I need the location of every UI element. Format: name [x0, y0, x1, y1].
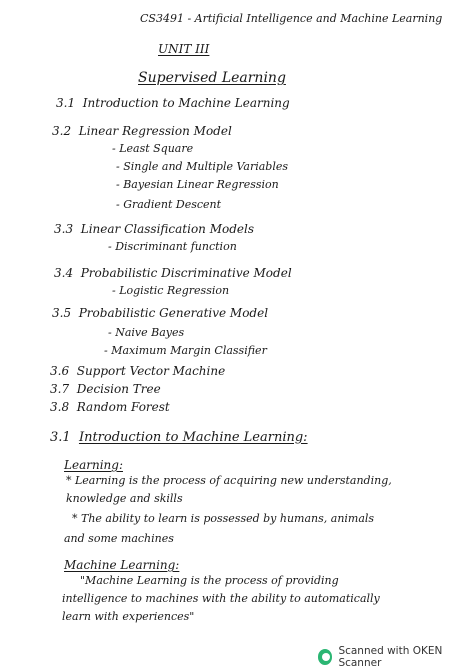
item-text: Decision Tree: [76, 382, 161, 396]
syllabus-item-3-6: [50, 364, 225, 378]
syllabus-item-3-4: [54, 266, 292, 280]
section-number: 3.1: [50, 430, 71, 445]
syllabus-subitem: - Gradient Descent: [116, 198, 222, 211]
syllabus-subitem: - Discriminant function: [108, 240, 237, 253]
syllabus-item-3-7: [50, 382, 161, 396]
item-text: Probabilistic Discriminative Model: [80, 266, 292, 280]
section-heading: [50, 430, 308, 445]
syllabus-item-3-2: [52, 124, 232, 138]
syllabus-item-3-1: [56, 96, 290, 110]
item-number: 3.4: [54, 266, 74, 280]
course-title: CS3491 - Artificial Intelligence and Machine Learning: [140, 12, 443, 25]
syllabus-subitem: - Maximum Margin Classifier: [104, 344, 267, 357]
item-number: 3.2: [52, 124, 72, 138]
learning-line: * The ability to learn is possessed by humans, animals: [72, 512, 375, 525]
syllabus-item-3-5: [52, 306, 268, 320]
syllabus-subitem: - Single and Multiple Variables: [116, 160, 289, 173]
learning-line: and some machines: [64, 532, 174, 545]
unit-heading: UNIT III: [158, 42, 210, 56]
syllabus-subitem: - Logistic Regression: [112, 284, 230, 297]
item-text: Probabilistic Generative Model: [78, 306, 269, 320]
scanner-label: Scanned with OKEN Scanner: [338, 645, 443, 669]
item-text: Linear Classification Models: [80, 222, 255, 236]
item-number: 3.3: [54, 222, 74, 236]
topic-heading: Supervised Learning: [138, 70, 286, 86]
syllabus-subitem: - Least Square: [112, 142, 194, 155]
learning-heading: Learning:: [64, 458, 123, 472]
item-text: Support Vector Machine: [76, 364, 226, 378]
ml-heading: Machine Learning:: [64, 558, 180, 572]
ml-definition-line: intelligence to machines with the ability to automatically: [62, 592, 380, 605]
item-text: Introduction to Machine Learning: [82, 96, 290, 110]
syllabus-subitem: - Naive Bayes: [108, 326, 185, 339]
learning-line: * Learning is the process of acquiring new understanding,: [66, 474, 392, 487]
item-number: 3.1: [56, 96, 76, 110]
syllabus-subitem: - Bayesian Linear Regression: [116, 178, 279, 191]
ml-definition-line: learn with experiences": [62, 610, 195, 623]
syllabus-item-3-8: [50, 400, 170, 414]
ml-definition-line: "Machine Learning is the process of providing: [80, 574, 339, 587]
item-text: Random Forest: [76, 400, 170, 414]
learning-line: knowledge and skills: [66, 492, 183, 505]
item-text: Linear Regression Model: [78, 124, 232, 138]
scanner-watermark: [318, 645, 474, 669]
item-number: 3.7: [50, 382, 70, 396]
item-number: 3.6: [50, 364, 70, 378]
item-number: 3.8: [50, 400, 70, 414]
scanner-logo-icon: [318, 649, 332, 665]
section-title: Introduction to Machine Learning:: [78, 430, 308, 445]
item-number: 3.5: [52, 306, 72, 320]
syllabus-item-3-3: [54, 222, 254, 236]
